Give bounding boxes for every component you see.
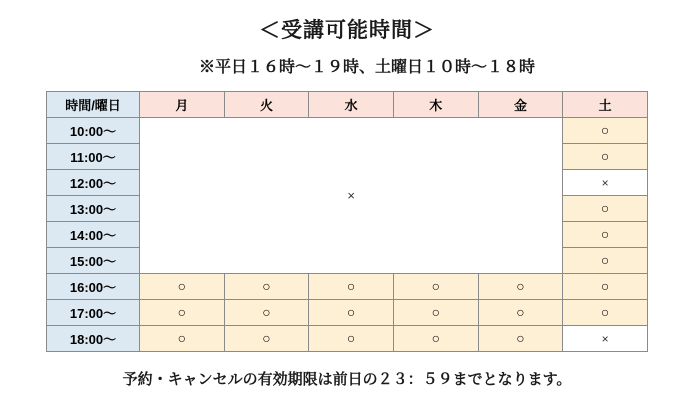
availability-mark: ○ <box>431 278 441 294</box>
availability-mark: ○ <box>346 330 356 346</box>
slot-mon-1800[interactable] <box>140 326 225 352</box>
schedule-page <box>0 14 694 420</box>
slot-sat-1800[interactable] <box>563 326 648 352</box>
slot-wed-1800[interactable] <box>309 326 394 352</box>
table-head <box>47 92 648 118</box>
header-time-day: 時間/曜日 <box>47 92 140 118</box>
slot-sat-1100[interactable] <box>563 144 648 170</box>
availability-mark: ○ <box>346 304 356 320</box>
availability-mark: ○ <box>516 330 525 346</box>
availability-mark: ○ <box>600 226 610 242</box>
availability-mark: ○ <box>177 278 187 294</box>
availability-mark: ○ <box>600 148 610 164</box>
availability-mark: ○ <box>516 304 525 320</box>
slot-sat-1400[interactable] <box>563 222 648 248</box>
time-label-1300: 13:00〜 <box>47 196 140 222</box>
time-label-1500: 15:00〜 <box>47 248 140 274</box>
table-body <box>47 118 648 352</box>
slot-tue-1600[interactable] <box>224 274 309 300</box>
header-day-thu: 木 <box>393 92 478 118</box>
table-row <box>47 300 648 326</box>
availability-mark: ○ <box>262 278 271 294</box>
availability-mark: ○ <box>600 278 610 294</box>
table-row <box>47 118 648 144</box>
time-label-1000: 10:00〜 <box>47 118 140 144</box>
header-day-wed: 水 <box>309 92 394 118</box>
time-label-1400: 14:00〜 <box>47 222 140 248</box>
slot-fri-1600[interactable] <box>478 274 563 300</box>
availability-mark: ○ <box>431 304 441 320</box>
availability-mark: ○ <box>516 278 525 294</box>
header-day-mon: 月 <box>140 92 225 118</box>
slot-mon-1600[interactable] <box>140 274 225 300</box>
time-label-1100: 11:00〜 <box>47 144 140 170</box>
slot-sat-1600[interactable] <box>563 274 648 300</box>
time-label-1600: 16:00〜 <box>47 274 140 300</box>
availability-mark: ○ <box>346 278 356 294</box>
slot-sat-1700[interactable] <box>563 300 648 326</box>
slot-sat-1200[interactable] <box>563 170 648 196</box>
header-day-tue: 火 <box>224 92 309 118</box>
schedule-table <box>46 91 648 352</box>
slot-mon-1700[interactable] <box>140 300 225 326</box>
availability-mark: × <box>601 332 609 346</box>
time-label-1800: 18:00〜 <box>47 326 140 352</box>
slot-sat-1300[interactable] <box>563 196 648 222</box>
availability-mark: ○ <box>600 200 610 216</box>
header-day-fri: 金 <box>478 92 563 118</box>
table-header-row <box>47 92 648 118</box>
table-row <box>47 326 648 352</box>
slot-fri-1800[interactable] <box>478 326 563 352</box>
slot-wed-1600[interactable] <box>309 274 394 300</box>
slot-thu-1600[interactable] <box>393 274 478 300</box>
weekday-daytime-unavailable-cell: × <box>140 118 563 274</box>
availability-mark: ○ <box>177 330 187 346</box>
availability-mark: ○ <box>177 304 187 320</box>
slot-wed-1700[interactable] <box>309 300 394 326</box>
slot-sat-1000[interactable] <box>563 118 648 144</box>
slot-tue-1700[interactable] <box>224 300 309 326</box>
time-label-1200: 12:00〜 <box>47 170 140 196</box>
schedule-table-container <box>46 91 648 352</box>
availability-mark: ○ <box>431 330 441 346</box>
availability-mark: × <box>601 176 609 190</box>
availability-mark: ○ <box>600 252 610 268</box>
availability-mark: ○ <box>262 330 271 346</box>
availability-mark: ○ <box>262 304 271 320</box>
slot-thu-1700[interactable] <box>393 300 478 326</box>
slot-thu-1800[interactable] <box>393 326 478 352</box>
time-label-1700: 17:00〜 <box>47 300 140 326</box>
page-title: ＜受講可能時間＞ <box>259 19 435 42</box>
slot-sat-1500[interactable] <box>563 248 648 274</box>
page-subtitle: ※平日１６時〜１９時、土曜日１０時〜１８時 <box>198 59 535 76</box>
footer-note: 予約・キャンセルの有効期限は前日の２３：５９までとなります。 <box>122 371 572 388</box>
availability-mark: ○ <box>600 122 610 138</box>
slot-fri-1700[interactable] <box>478 300 563 326</box>
slot-tue-1800[interactable] <box>224 326 309 352</box>
table-row <box>47 274 648 300</box>
header-day-sat: 土 <box>563 92 648 118</box>
availability-mark: ○ <box>600 304 610 320</box>
